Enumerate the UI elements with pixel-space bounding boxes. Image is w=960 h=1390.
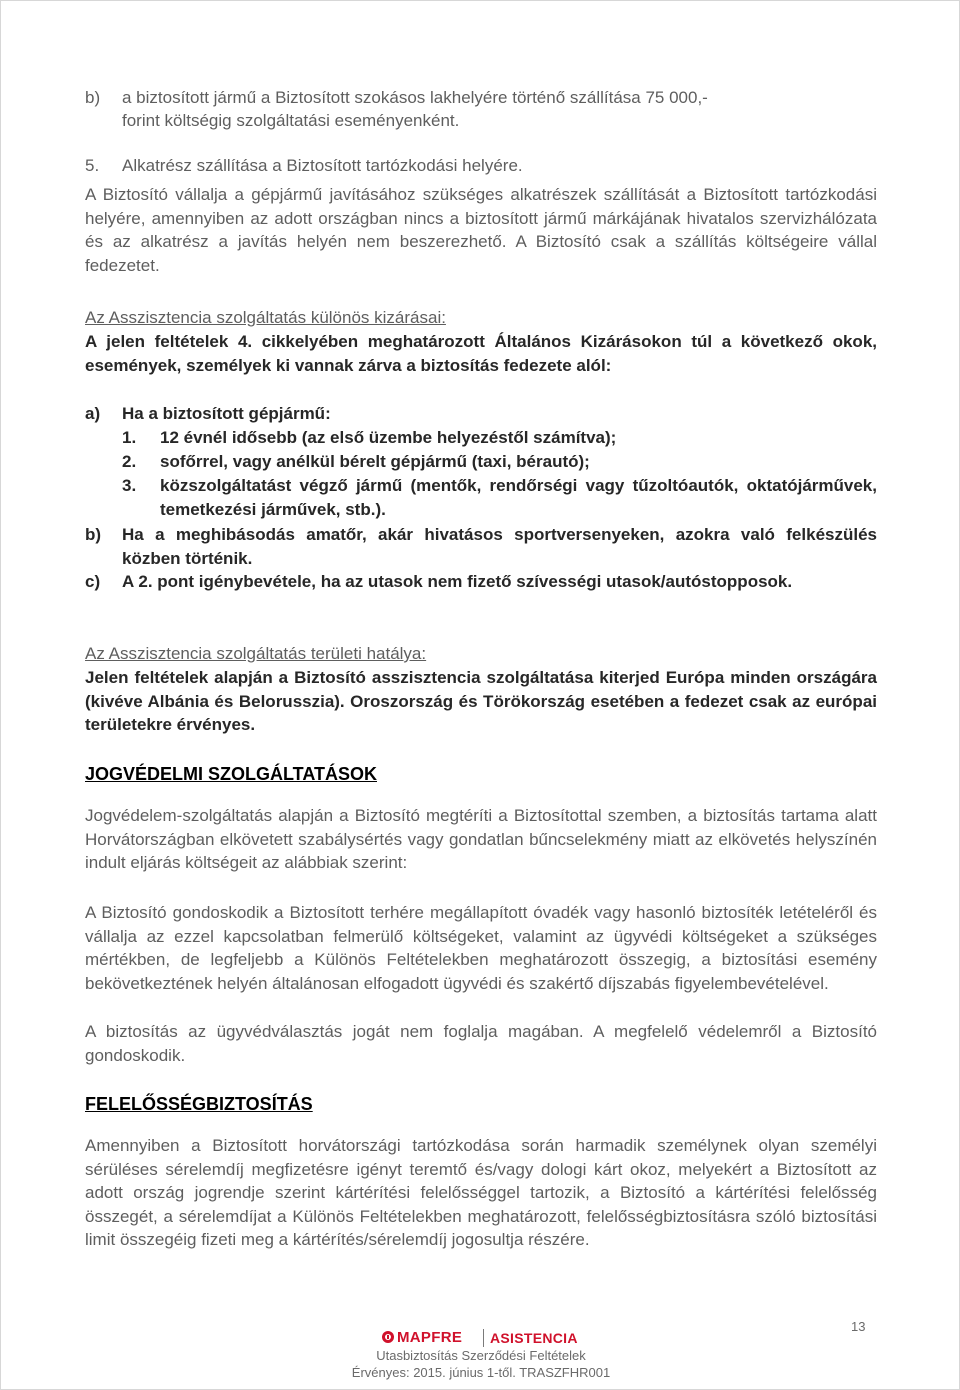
teruleti-heading: Az Asszisztencia szolgáltatás területi hatálya: <box>85 644 427 663</box>
list-text-line1: a biztosított jármű a Biztosított szokásos lakhelyére történő szállítása 75 000,- <box>122 88 708 107</box>
list-text: A 2. pont igénybevétele, ha az utasok nem fizető szívességi utasok/autóstopposok. <box>122 572 793 591</box>
paragraph-alkatresz: A Biztosító vállalja a gépjármű javításához szükséges alkatrészek szállítását a Biztosított tartózkodási helyére, amennyiben az adott országban nincs a biztosított jármű márkájának hivatalos szervizhálózata és az alkatrész a javítás helyén nem beszerezhető. A Biztosító csak a szállítás költségeire vállal fedezetet. <box>85 185 877 275</box>
sub-number: 1. <box>122 428 137 447</box>
kizarasok-intro: A jelen feltételek 4. cikkelyében meghatározott Általános Kizárásokon túl a következő okok, események, személyek ki vannak zárva a biztosítás fedezete alól: <box>85 332 877 375</box>
jogvedelmi-para3: A biztosítás az ügyvédválasztás jogát nem foglalja magában. A megfelelő védelemről a Biztosító gondoskodik. <box>85 1022 877 1065</box>
page-number: 13 <box>851 1319 866 1334</box>
jogvedelmi-para2: A Biztosító gondoskodik a Biztosított terhére megállapított óvadék vagy hasonló biztosíték letételéről és vállalja az ezzel kapcsolatban felmerülő költségeket, valamint az ügyvédi költségeket a szükséges mértékben, de legfeljebb a Különös Feltételekben meghatározott összegig, a biztosítási esemény bekövetkeztének helyén általánosan elfogadott ügyvédi és szakértő díjszabás figyelembevételével. <box>85 903 877 993</box>
logo-mapfre: MAPFRE <box>397 1329 463 1346</box>
list-text-line2: forint költségig szolgáltatási eseményenként. <box>122 111 460 130</box>
list-label: c) <box>85 572 101 591</box>
felelosseg-para: Amennyiben a Biztosított horvátországi tartózkodása során harmadik személynek olyan személyi sérüléses sérelemdíj megfizetésre igényt teremtő és/vagy dologi kárt okoz, melyekért a Biztosított az adott ország jogrendje szerint kártérítési felelősséggel tartozik, a Biztosító a kártérítési felelősség összegét, a sérelemdíjat a Különös Feltételekben meghatározott, felelősségbiztosításra szóló biztosítási limit összegéig fizeti meg a kártérítés/sérelemdíj jogosultja részére. <box>85 1136 877 1249</box>
footer-line2: Érvényes: 2015. június 1-től. TRASZFHR001 <box>351 1365 611 1380</box>
teruleti-text: Jelen feltételek alapján a Biztosító asszisztencia szolgáltatása kiterjed Európa minden országára (kivéve Albánia és Belorusszia). Oroszország és Törökország esetében a fedezet csak az európai területekre érvényes. <box>85 668 877 734</box>
sub-text: 12 évnél idősebb (az első üzembe helyezéstől számítva); <box>160 428 617 447</box>
sub-number: 2. <box>122 452 137 471</box>
footer-line1: Utasbiztosítás Szerződési Feltételek <box>376 1348 586 1363</box>
kizarasok-heading: Az Asszisztencia szolgáltatás különös kizárásai: <box>85 308 446 327</box>
logo-divider <box>483 1329 484 1347</box>
logo-asistencia: ASISTENCIA <box>490 1330 578 1346</box>
list-text: Ha a meghibásodás amatőr, akár hivatásos sportversenyeken, azokra való felkészülés közben történik. <box>122 525 877 568</box>
sub-text: sofőrrel, vagy anélkül bérelt gépjármű (taxi, bérautó); <box>160 452 590 471</box>
mapfre-emblem-icon <box>382 1331 394 1343</box>
felelosseg-title: FELELŐSSÉGBIZTOSÍTÁS <box>85 1094 313 1114</box>
sub-text: közszolgáltatást végző jármű (mentők, rendőrségi vagy tűzoltóautók, oktatójárművek, temetkezési járművek, stb.). <box>160 476 877 519</box>
footer-logo <box>1 1329 960 1349</box>
sub-number: 3. <box>122 476 137 495</box>
list-label: b) <box>85 525 102 544</box>
section-title: Alkatrész szállítása a Biztosított tartózkodási helyére. <box>122 156 523 175</box>
list-text: Ha a biztosított gépjármű: <box>122 404 331 423</box>
list-label: b) <box>85 88 101 107</box>
jogvedelmi-para1: Jogvédelem-szolgáltatás alapján a Biztosító megtéríti a Biztosítottal szemben, a biztosítás tartama alatt Horvátországban elkövetett szabálysértés vagy gondatlan bűncselekmény miatt az elkövetés helyszínén indult eljárás költségeit az alábbiak szerint: <box>85 806 877 872</box>
section-number: 5. <box>85 156 100 175</box>
list-label: a) <box>85 404 101 423</box>
jogvedelmi-title: JOGVÉDELMI SZOLGÁLTATÁSOK <box>85 764 377 784</box>
